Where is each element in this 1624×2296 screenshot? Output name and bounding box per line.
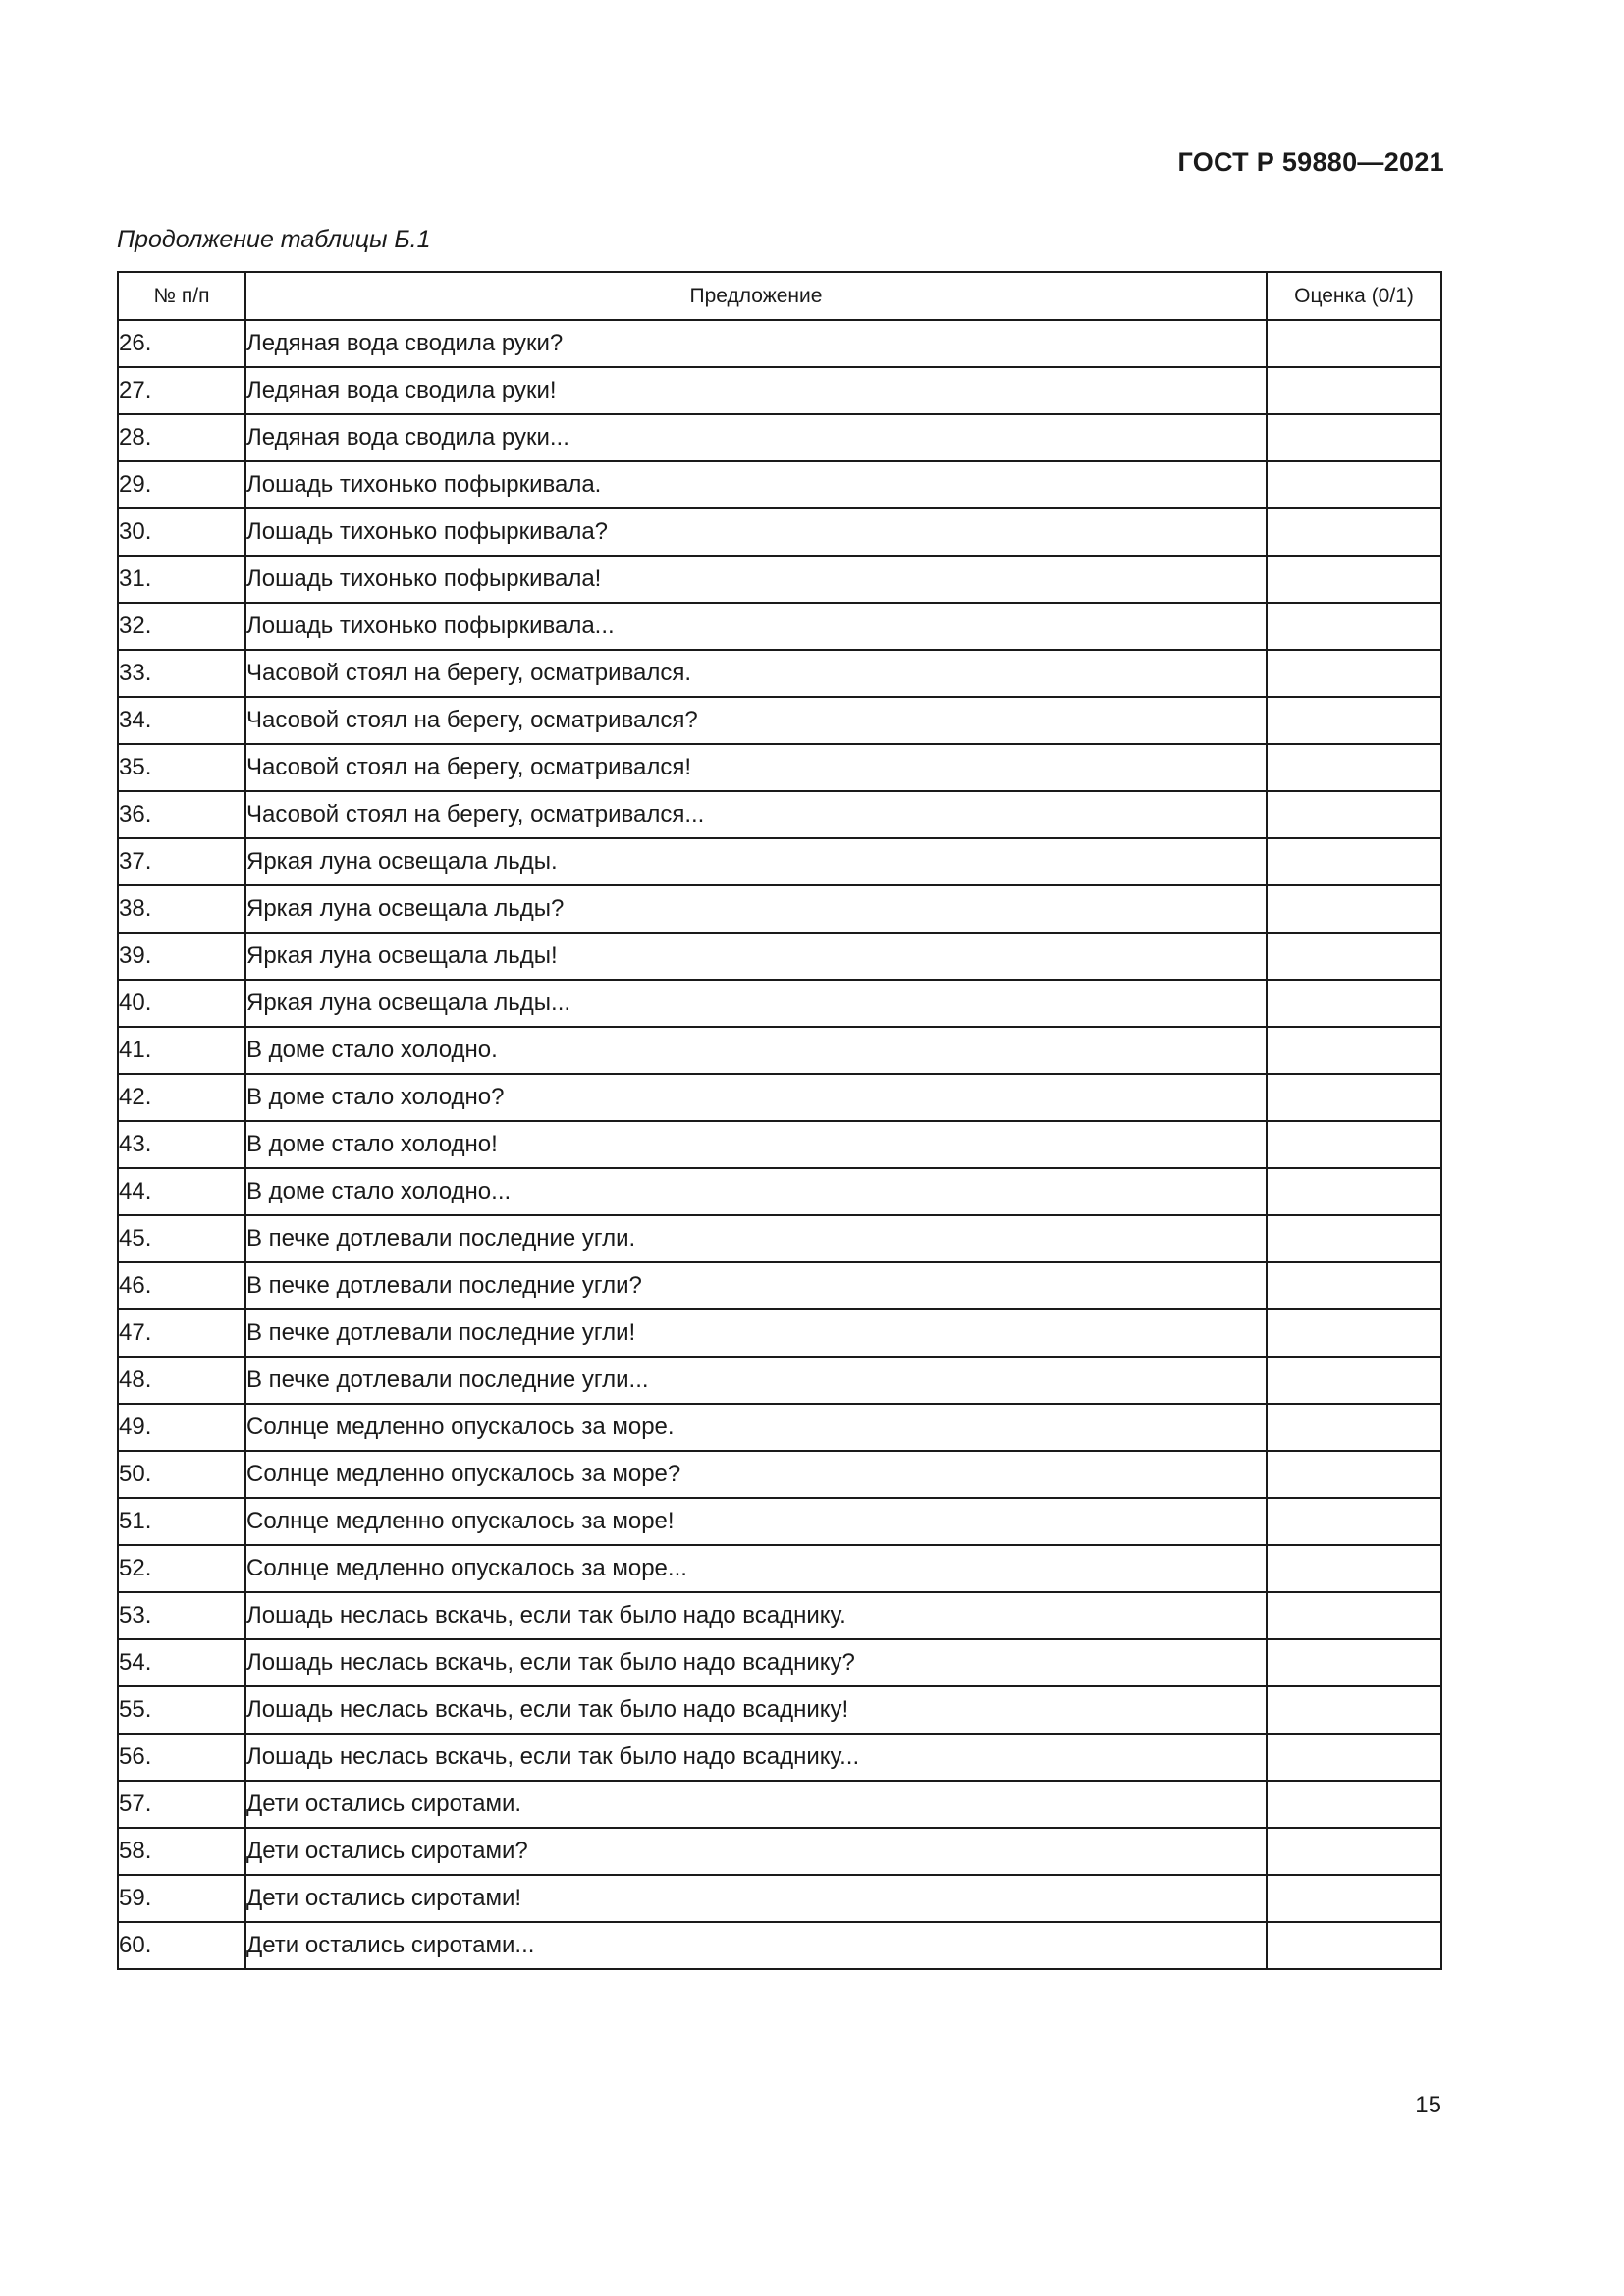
table-row	[118, 1734, 1441, 1781]
column-header-score: Оценка (0/1)	[1267, 272, 1441, 320]
row-sentence: В доме стало холодно!	[245, 1121, 1267, 1168]
row-score-cell[interactable]	[1267, 1121, 1441, 1168]
row-score-cell[interactable]	[1267, 1828, 1441, 1875]
row-number: 34.	[118, 697, 245, 744]
row-sentence: Солнце медленно опускалось за море!	[245, 1498, 1267, 1545]
row-sentence: В печке дотлевали последние угли...	[245, 1357, 1267, 1404]
row-number: 40.	[118, 980, 245, 1027]
row-number: 36.	[118, 791, 245, 838]
row-sentence: Ледяная вода сводила руки!	[245, 367, 1267, 414]
row-score-cell[interactable]	[1267, 791, 1441, 838]
row-score-cell[interactable]	[1267, 1498, 1441, 1545]
row-score-cell[interactable]	[1267, 1781, 1441, 1828]
page-number: 15	[1415, 2092, 1441, 2118]
table-row	[118, 885, 1441, 933]
table-row	[118, 933, 1441, 980]
table-row	[118, 367, 1441, 414]
sentence-table	[117, 271, 1442, 1970]
table-row	[118, 1168, 1441, 1215]
table-row	[118, 1027, 1441, 1074]
row-sentence: Лошадь тихонько пофыркивала!	[245, 556, 1267, 603]
row-sentence: Яркая луна освещала льды!	[245, 933, 1267, 980]
row-number: 53.	[118, 1592, 245, 1639]
row-number: 29.	[118, 461, 245, 508]
row-number: 60.	[118, 1922, 245, 1969]
row-score-cell[interactable]	[1267, 603, 1441, 650]
row-score-cell[interactable]	[1267, 556, 1441, 603]
table-header-row	[118, 272, 1441, 320]
table-row	[118, 1781, 1441, 1828]
table-row	[118, 838, 1441, 885]
row-sentence: Дети остались сиротами...	[245, 1922, 1267, 1969]
row-score-cell[interactable]	[1267, 1404, 1441, 1451]
row-sentence: В печке дотлевали последние угли?	[245, 1262, 1267, 1309]
table-row	[118, 1922, 1441, 1969]
row-sentence: Лошадь неслась вскачь, если так было надо всаднику.	[245, 1592, 1267, 1639]
table-row	[118, 1686, 1441, 1734]
document-code: ГОСТ Р 59880—2021	[1177, 147, 1444, 177]
column-header-number: № п/п	[118, 272, 245, 320]
row-score-cell[interactable]	[1267, 697, 1441, 744]
row-sentence: В печке дотлевали последние угли.	[245, 1215, 1267, 1262]
table-row	[118, 791, 1441, 838]
row-score-cell[interactable]	[1267, 1639, 1441, 1686]
row-score-cell[interactable]	[1267, 650, 1441, 697]
row-sentence: Часовой стоял на берегу, осматривался?	[245, 697, 1267, 744]
row-score-cell[interactable]	[1267, 838, 1441, 885]
row-sentence: Часовой стоял на берегу, осматривался!	[245, 744, 1267, 791]
row-score-cell[interactable]	[1267, 1309, 1441, 1357]
row-sentence: Ледяная вода сводила руки...	[245, 414, 1267, 461]
row-sentence: В печке дотлевали последние угли!	[245, 1309, 1267, 1357]
row-sentence: Лошадь тихонько пофыркивала?	[245, 508, 1267, 556]
row-number: 57.	[118, 1781, 245, 1828]
table-caption: Продолжение таблицы Б.1	[117, 226, 431, 253]
row-score-cell[interactable]	[1267, 414, 1441, 461]
table-row	[118, 1875, 1441, 1922]
row-number: 46.	[118, 1262, 245, 1309]
row-number: 30.	[118, 508, 245, 556]
row-score-cell[interactable]	[1267, 980, 1441, 1027]
row-sentence: Часовой стоял на берегу, осматривался.	[245, 650, 1267, 697]
table-row	[118, 508, 1441, 556]
table-row	[118, 1215, 1441, 1262]
row-sentence: В доме стало холодно?	[245, 1074, 1267, 1121]
row-number: 50.	[118, 1451, 245, 1498]
table-row	[118, 461, 1441, 508]
row-score-cell[interactable]	[1267, 461, 1441, 508]
row-number: 49.	[118, 1404, 245, 1451]
row-score-cell[interactable]	[1267, 1074, 1441, 1121]
row-number: 35.	[118, 744, 245, 791]
row-sentence: Дети остались сиротами!	[245, 1875, 1267, 1922]
row-sentence: Ледяная вода сводила руки?	[245, 320, 1267, 367]
row-sentence: Дети остались сиротами?	[245, 1828, 1267, 1875]
row-sentence: Солнце медленно опускалось за море...	[245, 1545, 1267, 1592]
row-sentence: Лошадь тихонько пофыркивала...	[245, 603, 1267, 650]
row-score-cell[interactable]	[1267, 744, 1441, 791]
row-score-cell[interactable]	[1267, 1451, 1441, 1498]
table-row	[118, 1639, 1441, 1686]
row-number: 41.	[118, 1027, 245, 1074]
table-row	[118, 1074, 1441, 1121]
row-score-cell[interactable]	[1267, 508, 1441, 556]
row-score-cell[interactable]	[1267, 320, 1441, 367]
row-number: 31.	[118, 556, 245, 603]
table-row	[118, 1404, 1441, 1451]
row-number: 28.	[118, 414, 245, 461]
table-row	[118, 744, 1441, 791]
row-sentence: Лошадь неслась вскачь, если так было надо всаднику!	[245, 1686, 1267, 1734]
table-row	[118, 1498, 1441, 1545]
table-row	[118, 1357, 1441, 1404]
row-number: 55.	[118, 1686, 245, 1734]
table-row	[118, 1592, 1441, 1639]
row-sentence: Часовой стоял на берегу, осматривался...	[245, 791, 1267, 838]
table-row	[118, 980, 1441, 1027]
row-score-cell[interactable]	[1267, 1686, 1441, 1734]
row-number: 47.	[118, 1309, 245, 1357]
row-score-cell[interactable]	[1267, 367, 1441, 414]
row-number: 33.	[118, 650, 245, 697]
row-number: 42.	[118, 1074, 245, 1121]
row-sentence: Яркая луна освещала льды.	[245, 838, 1267, 885]
row-score-cell[interactable]	[1267, 1027, 1441, 1074]
row-score-cell[interactable]	[1267, 933, 1441, 980]
row-sentence: Яркая луна освещала льды?	[245, 885, 1267, 933]
row-sentence: В доме стало холодно.	[245, 1027, 1267, 1074]
table-row	[118, 1451, 1441, 1498]
row-score-cell[interactable]	[1267, 1545, 1441, 1592]
table-row	[118, 650, 1441, 697]
table-row	[118, 1121, 1441, 1168]
row-number: 51.	[118, 1498, 245, 1545]
table-row	[118, 556, 1441, 603]
row-score-cell[interactable]	[1267, 1215, 1441, 1262]
table-row	[118, 603, 1441, 650]
row-number: 26.	[118, 320, 245, 367]
row-score-cell[interactable]	[1267, 1168, 1441, 1215]
column-header-sentence: Предложение	[245, 272, 1267, 320]
row-sentence: Дети остались сиротами.	[245, 1781, 1267, 1828]
row-number: 38.	[118, 885, 245, 933]
table-row	[118, 1309, 1441, 1357]
table-row	[118, 1262, 1441, 1309]
table-row	[118, 1545, 1441, 1592]
row-score-cell[interactable]	[1267, 1357, 1441, 1404]
row-number: 43.	[118, 1121, 245, 1168]
row-number: 32.	[118, 603, 245, 650]
row-number: 52.	[118, 1545, 245, 1592]
row-sentence: Лошадь тихонько пофыркивала.	[245, 461, 1267, 508]
row-sentence: Солнце медленно опускалось за море?	[245, 1451, 1267, 1498]
table-body	[118, 320, 1441, 1969]
row-number: 59.	[118, 1875, 245, 1922]
row-number: 58.	[118, 1828, 245, 1875]
row-number: 48.	[118, 1357, 245, 1404]
row-number: 44.	[118, 1168, 245, 1215]
row-number: 37.	[118, 838, 245, 885]
row-number: 54.	[118, 1639, 245, 1686]
row-score-cell[interactable]	[1267, 1922, 1441, 1969]
table-row	[118, 414, 1441, 461]
row-number: 39.	[118, 933, 245, 980]
row-score-cell[interactable]	[1267, 1875, 1441, 1922]
row-number: 45.	[118, 1215, 245, 1262]
row-score-cell[interactable]	[1267, 885, 1441, 933]
row-sentence: Солнце медленно опускалось за море.	[245, 1404, 1267, 1451]
row-score-cell[interactable]	[1267, 1262, 1441, 1309]
row-score-cell[interactable]	[1267, 1592, 1441, 1639]
row-sentence: В доме стало холодно...	[245, 1168, 1267, 1215]
row-number: 56.	[118, 1734, 245, 1781]
row-number: 27.	[118, 367, 245, 414]
row-score-cell[interactable]	[1267, 1734, 1441, 1781]
row-sentence: Лошадь неслась вскачь, если так было надо всаднику...	[245, 1734, 1267, 1781]
row-sentence: Яркая луна освещала льды...	[245, 980, 1267, 1027]
row-sentence: Лошадь неслась вскачь, если так было надо всаднику?	[245, 1639, 1267, 1686]
table-row	[118, 320, 1441, 367]
table-row	[118, 697, 1441, 744]
table-row	[118, 1828, 1441, 1875]
